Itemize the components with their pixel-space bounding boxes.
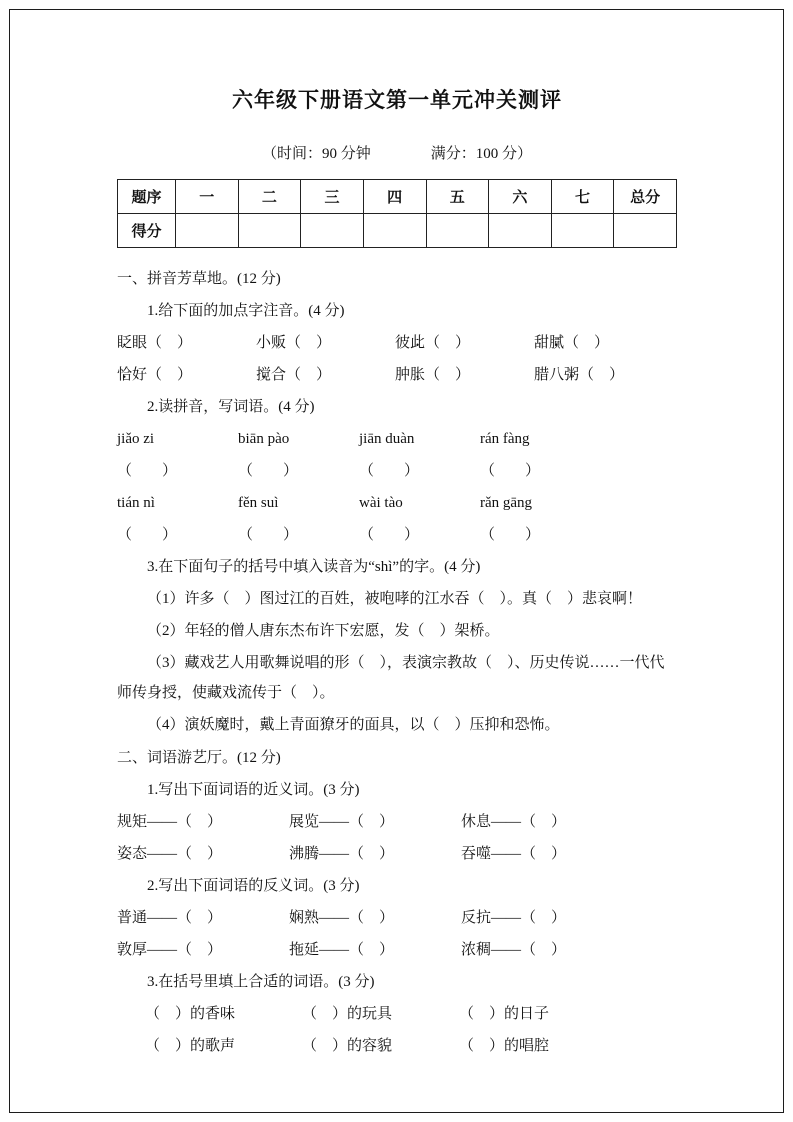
pinyin-item: biān pào <box>238 431 290 447</box>
synonym-item: 沸腾——（ ） <box>289 846 395 862</box>
antonym-row <box>117 935 677 965</box>
pinyin-item: wài tào <box>359 495 403 511</box>
page-title: 六年级下册语文第一单元冲关测评 <box>232 89 562 112</box>
dotted-char: 粥 • <box>564 367 579 383</box>
blank-parens: （ ） <box>147 367 193 383</box>
pinyin-item: rǎn gāng <box>480 495 533 511</box>
fill-word-row <box>117 1031 677 1061</box>
score-table-header-row <box>118 180 677 214</box>
blank-parens: （ ） <box>579 367 625 383</box>
score-table-header-cell: 一 <box>176 180 239 214</box>
dotted-word <box>256 360 395 390</box>
word-post: 好 <box>132 367 148 383</box>
pinyin-item: rán fàng <box>480 431 530 447</box>
dotted-word <box>117 328 256 358</box>
antonym-item: 娴熟——（ ） <box>289 910 395 926</box>
blank-parens: （ ） <box>117 527 178 543</box>
answer-blank-row <box>117 520 677 550</box>
score-table-header-cell: 七 <box>551 180 614 214</box>
blank-parens: （ ） <box>359 527 420 543</box>
dotted-char: 恰 • <box>117 367 132 383</box>
answer-blank-row <box>117 456 677 486</box>
score-table-header-cell: 六 <box>489 180 552 214</box>
blank-parens: （ ） <box>425 335 471 351</box>
word-pre: 腊八 <box>534 367 565 383</box>
synonym-row <box>117 807 677 837</box>
sentence-item: （2）年轻的僧人唐东杰布许下宏愿，发（ ）架桥。 <box>147 623 500 639</box>
dotted-char: 腻 • <box>549 335 564 351</box>
score-table-corner-cell: 题序 <box>118 180 176 214</box>
fill-word-item: （ ）的歌声 <box>145 1038 236 1054</box>
word-pre: 小 <box>256 335 272 351</box>
score-cell <box>301 214 364 248</box>
fill-word-item: （ ）的日子 <box>459 1006 550 1022</box>
content <box>117 84 677 1063</box>
pinyin-item: jiān duàn <box>359 431 415 447</box>
blank-parens: （ ） <box>480 463 541 479</box>
sec2-q2-label: 2.写出下面词语的反义词。(3 分) <box>147 878 360 894</box>
sentence-item: （1）许多（ ）图过江的百姓，被咆哮的江水吞（ ）。真（ ）悲哀啊！ <box>147 591 643 607</box>
score-cell <box>238 214 301 248</box>
word-pre: 甜 <box>534 335 550 351</box>
sec1-q2-label: 2.读拼音，写词语。(4 分) <box>147 399 315 415</box>
pinyin-item: fěn suì <box>238 495 279 511</box>
score-table-header-cell: 五 <box>426 180 489 214</box>
blank-parens: （ ） <box>359 463 420 479</box>
sec1-q3-label: 3.在下面句子的括号中填入读音为“shì”的字。(4 分) <box>147 559 481 575</box>
dotted-char: 贩 • <box>271 335 286 351</box>
sentence-item: （4）演妖魔时，戴上青面獠牙的面具，以（ ）压抑和恐怖。 <box>147 717 560 733</box>
pinyin-item: jiǎo zi <box>117 431 155 447</box>
score-table-header-cell: 二 <box>238 180 301 214</box>
blank-parens: （ ） <box>238 527 299 543</box>
blank-parens: （ ） <box>286 367 332 383</box>
sec1-q1-row2 <box>117 360 677 390</box>
antonym-item: 敦厚——（ ） <box>117 942 223 958</box>
dotted-word <box>534 328 609 358</box>
antonym-row <box>117 903 677 933</box>
dotted-word <box>256 328 395 358</box>
score-cell <box>176 214 239 248</box>
blank-parens: （ ） <box>117 463 178 479</box>
sentence-item: （3）藏戏艺人用歌舞说唱的形（ ），表演宗教故（ ）、历史传说……一代代师传身授，使藏戏流传于（ ）。 <box>117 655 665 701</box>
pinyin-row <box>117 488 677 518</box>
section2-heading: 二、词语游艺厅。(12 分) <box>117 750 281 766</box>
synonym-row <box>117 839 677 869</box>
dotted-char: 此 • <box>410 335 425 351</box>
blank-parens: （ ） <box>564 335 610 351</box>
synonym-item: 姿态——（ ） <box>117 846 223 862</box>
score-cell <box>489 214 552 248</box>
dotted-word <box>395 328 534 358</box>
dotted-char: 搅 • <box>256 367 271 383</box>
antonym-item: 拖延——（ ） <box>289 942 395 958</box>
score-cell <box>426 214 489 248</box>
synonym-item: 展览——（ ） <box>289 814 395 830</box>
fill-word-item: （ ）的容貌 <box>302 1038 393 1054</box>
score-table-header-cell: 三 <box>301 180 364 214</box>
section1-heading: 一、拼音芳草地。(12 分) <box>117 271 281 287</box>
dotted-word <box>534 360 624 390</box>
exam-info-line: （时间：90 分钟 满分：100 分） <box>261 146 532 162</box>
score-table <box>117 179 677 248</box>
pinyin-item: tián nì <box>117 495 155 511</box>
dotted-word <box>395 360 534 390</box>
score-table-header-cell: 四 <box>363 180 426 214</box>
pinyin-row <box>117 424 677 454</box>
score-row-label: 得分 <box>118 214 176 248</box>
score-table-score-row <box>118 214 677 248</box>
synonym-item: 吞噬——（ ） <box>461 846 567 862</box>
blank-parens: （ ） <box>147 335 193 351</box>
score-cell <box>363 214 426 248</box>
word-pre: 肿 <box>395 367 411 383</box>
synonym-item: 规矩——（ ） <box>117 814 223 830</box>
blank-parens: （ ） <box>238 463 299 479</box>
blank-parens: （ ） <box>286 335 332 351</box>
dotted-word <box>117 360 256 390</box>
fill-word-item: （ ）的唱腔 <box>459 1038 550 1054</box>
word-pre: 彼 <box>395 335 411 351</box>
word-post: 合 <box>271 367 287 383</box>
sec1-q1-row1 <box>117 328 677 358</box>
synonym-item: 休息——（ ） <box>461 814 567 830</box>
sec2-q1-label: 1.写出下面词语的近义词。(3 分) <box>147 782 360 798</box>
fill-word-row <box>117 999 677 1029</box>
blank-parens: （ ） <box>425 367 471 383</box>
antonym-item: 普通——（ ） <box>117 910 223 926</box>
blank-parens: （ ） <box>480 527 541 543</box>
score-cell <box>551 214 614 248</box>
score-table-header-cell: 总分 <box>614 180 677 214</box>
antonym-item: 反抗——（ ） <box>461 910 567 926</box>
dotted-char: 胀 • <box>410 367 425 383</box>
fill-word-item: （ ）的香味 <box>145 1006 236 1022</box>
word-post: 眼 <box>132 335 148 351</box>
fill-word-item: （ ）的玩具 <box>302 1006 393 1022</box>
dotted-char: 眨 • <box>117 335 132 351</box>
sec1-q1-label: 1.给下面的加点字注音。(4 分) <box>147 303 345 319</box>
score-cell <box>614 214 677 248</box>
antonym-item: 浓稠——（ ） <box>461 942 567 958</box>
sec2-q3-label: 3.在括号里填上合适的词语。(3 分) <box>147 974 375 990</box>
